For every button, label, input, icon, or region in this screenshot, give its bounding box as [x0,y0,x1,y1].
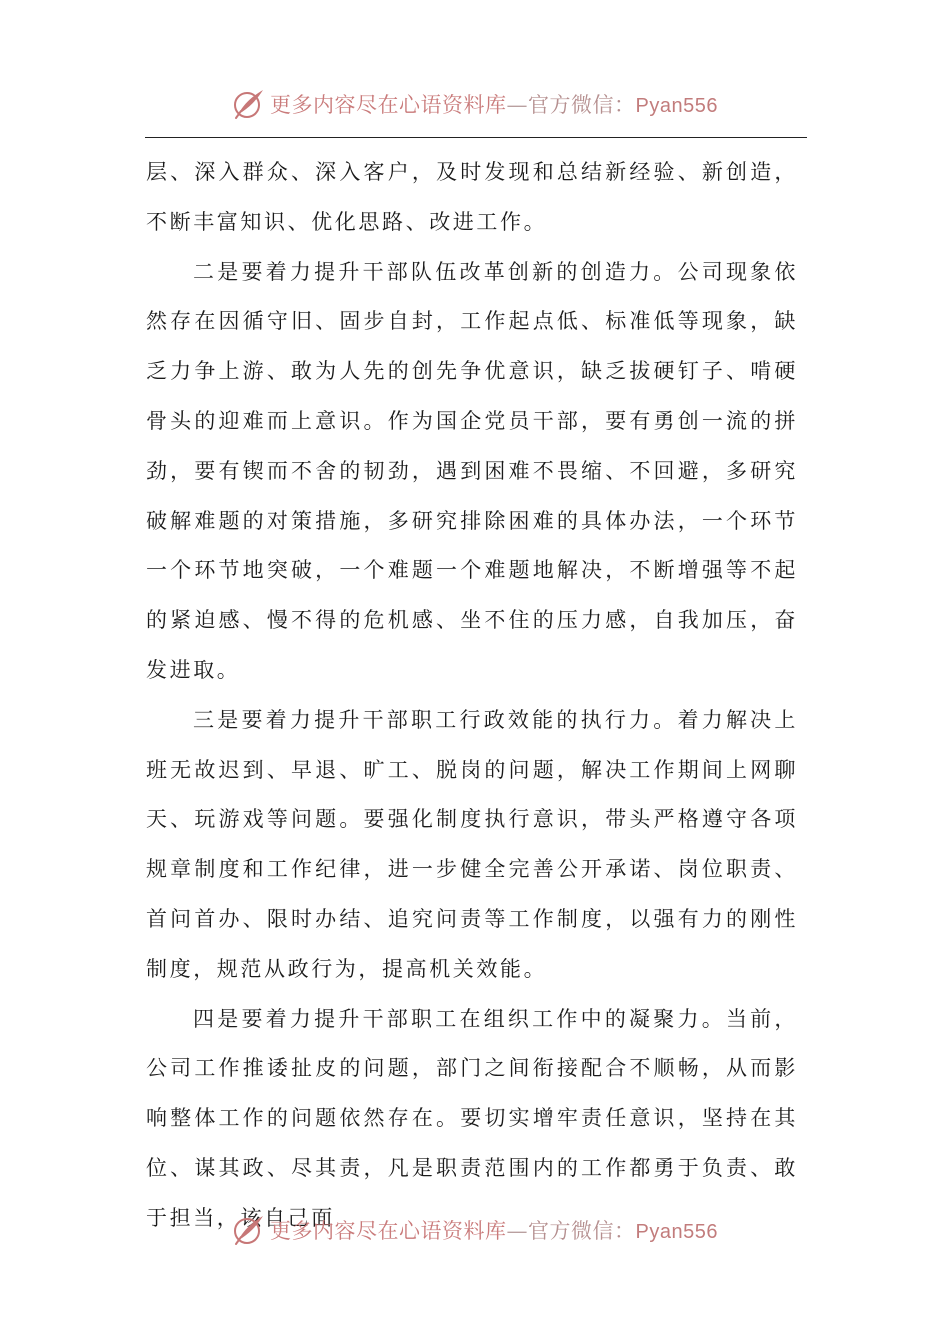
header-watermark-banner [0,84,950,124]
document-body [146,148,798,1244]
watermark-wechat-id: Pyan556 [635,95,718,117]
paragraph-point-two: 二是要着力提升干部队伍改革创新的创造力。公司现象依然存在因循守旧、固步自封，工作起点低、标准低等现象，缺乏力争上游、敢为人先的创先争优意识，缺乏拔硬钉子、啃硬骨头的迎难而上意识。作为国企党员干部，要有勇创一流的拼劲，要有锲而不舍的韧劲，遇到困难不畏缩、不回避，多研究破解难题的对策措施，多研究排除困难的具体办法，一个环节一个环节地突破，一个难题一个难题地解决，不断增强等不起的紧迫感、慢不得的危机感、坐不住的压力感，自我加压，奋发进取。 [146,259,798,682]
paragraph-point-three: 三是要着力提升干部职工行政效能的执行力。着力解决上班无故迟到、早退、旷工、脱岗的问题，解决工作期间上网聊天、玩游戏等问题。要强化制度执行意识，带头严格遵守各项规章制度和工作纪律，进一步健全完善公开承诺、岗位职责、首问首办、限时办结、追究问责等工作制度，以强有力的刚性制度，规范从政行为，提高机关效能。 [146,707,798,981]
watermark-wechat-label: 官方微信： [528,1219,636,1243]
footer-watermark-banner [0,1210,950,1250]
watermark-lead: 更多内容尽在心语资料库 [270,93,507,117]
paragraph-continuation: 层、深入群众、深入客户，及时发现和总结新经验、新创造，不断丰富知识、优化思路、改进工作。 [146,160,798,234]
watermark-text [270,1215,718,1245]
paragraph-point-four: 四是要着力提升干部职工在组织工作中的凝聚力。当前，公司工作推诿扯皮的问题，部门之间衔接配合不顺畅，从而影响整体工作的问题依然存在。要切实增牢责任意识，坚持在其位、谋其政、尽其责，凡是职责范围内的工作都勇于负责、敢于担当，该自己面 [146,1006,798,1230]
watermark-wechat-label: 官方微信： [528,93,636,117]
watermark-separator: — [506,93,529,117]
watermark-separator: — [506,1219,529,1243]
watermark-text [270,89,718,119]
watermark-wechat-id: Pyan556 [635,1221,718,1243]
quill-logo-icon [232,87,266,121]
watermark-lead: 更多内容尽在心语资料库 [270,1219,507,1243]
quill-logo-icon [232,1213,266,1247]
header-rule [145,137,807,138]
